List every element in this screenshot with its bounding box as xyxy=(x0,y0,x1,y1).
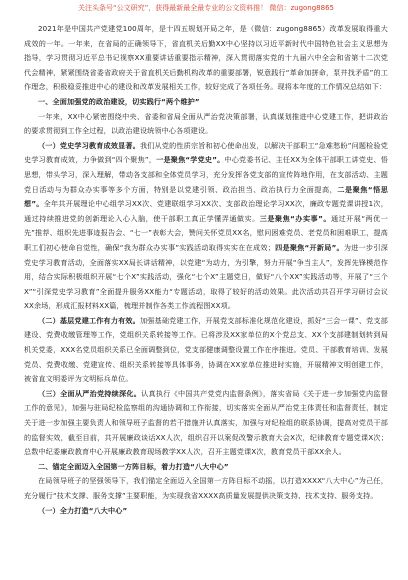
discipline-paragraph xyxy=(24,387,388,460)
grassroots-paragraph xyxy=(24,314,388,387)
subsection-heading-4: （一）全力打造“八大中心” xyxy=(38,505,128,515)
paragraph-text: 我们从党的性质宗旨和初心使命出发，以解决干部职工“急难愁盼”问题检验党史学习教育成效，力争做到“四个聚焦”， xyxy=(24,140,388,165)
paragraph-text: 认真执行《中国共产党党内监督条例》，落实省局《关于进一步加强党内监督工作的意见》，加强与驻局纪检监察组的沟通协调和工作衔接，切实落实全面从严治党主体责任和监督责任，制定关于进一步加强主要负责人和领导班子监督的若干措施并认真落实，加强与对纪检组的联系协调，提高对党员干部的监督实效，截至目前，共开展廉政谈话XX人次，组织召开以案促改警示教育大会X次，纪律教育专题党课X次；总数中纪委廉政教育中心开展廉政教育现场教学XX人次，召开主题党课X次，教育党员干部XX余人。 xyxy=(24,388,388,457)
section-1-paragraph: 一年来，XX中心紧密围绕中央、省委和省局全面从严治党决策部署，认真谋划推进中心党建工作，把讲政治的要求贯彻到工作全过程，以政治建设统领中心各项建设。 xyxy=(24,111,388,136)
paragraph-text: 加强基础党建工作，开展党支部标准化规范化建设，抓好“三会一课”、党支部建设、党费收缴管理等工作，党组织关系转接等工作。已将涉及XX家单位的X个党总支、XX个支部建制划转到局机关党委，XXX名党员组织关系已全面调整到位，党支部健康调整设置工作在序推进。党员、干部教育培训、发展党员、党费收缴、党建宣传、组织关系转接等具体事务，协调在XX家单位推进时实施，开展精神文明创建工作，被省直文明委评为文明标兵单位。 xyxy=(24,315,388,384)
subsection-heading-2: （二）基层党建工作有力有效。 xyxy=(38,315,140,325)
point-heading: 四是聚焦“开新局”。 xyxy=(274,242,344,252)
paragraph-text: 中心党委书记、主任XX为全体干部职工讲党史、悟思想，带头学习，深入理解，带动各支部和全体党员学习，充分发挥各党支部的宣传阵地作用，在支部活动、主题党日活动与为群众办实事等多个方面，特别是以党建引领、政治担当、政治执行力全面提高， xyxy=(24,155,389,194)
intro-paragraph: 2021年是中国共产党建党100周年，是十四五规划开局之年，是（微信：zugong8865）改革发展取得重大成效的一年。一年来，在省局的正确领导下，省直机关后勤XX中心坚持以习近平新时代中国特色社会主义思想为指导，学习贯彻习近平总书记视察XX重要讲话重要指示精神，深入贯彻落实党的十九届六中全会和省第十二次党代会精神，紧紧围绕省委省政府关于省直机关后勤机构改革的重要部署，锐意践行“革命加拼命，泵井找矛盾”的工作理念，积极稳妥推进中心的建设和改革发展相关工作，较好完成了各项任务。现将本年度的工作情况总结如下： xyxy=(24,24,388,92)
banner-text: 关注头条号“公文研究”，获得最新最全最专业的公文资料推！ 微信：zugong8865 xyxy=(77,4,334,12)
document-body xyxy=(24,22,388,518)
section-2-paragraph: 在局领导班子的坚强领导下，我们锚定全面迈入全国第一方阵目标不动摇，以打造XXXX“八大中心”为己任，充分履行“技术支撑、服务支撑”主要职能，为实现我省XXXX高质量发展提供决策支持、技术支持、服务支持。 xyxy=(24,476,388,500)
point-heading: 二是聚焦“悟思想”。 xyxy=(24,184,388,209)
top-banner xyxy=(24,0,388,20)
section-heading-1: 一、全面加强党的政治建设，切实践行“两个维护” xyxy=(38,96,200,106)
subsection-heading-3: （三）全面从严治党持续深化。 xyxy=(38,388,142,398)
subsection-heading-1: （一）党史学习教育成效显著。 xyxy=(38,140,140,150)
paragraph-text: 为进一步引深党史学习教育活动，全面落实XX局长讲话精神，以党建“为动力，为引擎，努力开展“争当主人”，发挥先锋模范作用，结合实际积极组织开展“七个X”实践活动，强化“七个X”主题党日，做好“八个XX”实践活动等，开展了“三个X”“引深党史学习教育”全面提升服务XX能力“专题活动，取得了较好的活动效果。此次活动共召开学习研讨会议XX余场，形成汇报材料XX篇，梳理并制作各类工作流程图XX项。 xyxy=(24,242,388,311)
party-history-paragraph xyxy=(24,139,388,314)
paragraph-text: 全年共开展理论中心组学习XX次、党建联组学习XX次、支部政治理论学习XX次，廉政专题党课讲授1次，通过持续推进党的创新理论入心入脑，使干部职工真正学懂弄通做实。 xyxy=(24,199,388,223)
paragraph-text: 通过开展“两优一先”推荐、组织先进事迹报告会、“七一”表彰大会，赞问关怀党员XX名，慰问困难党员、老党员和困难职工，提高职工们初心使命自觉性，确保“我为群众办实事”实践活动取得实实在在成效； xyxy=(24,213,388,252)
point-heading: 三是聚焦“办实事”。 xyxy=(259,213,331,223)
point-heading: 一是聚焦“学党史”。 xyxy=(156,155,225,165)
section-heading-2: 二、锚定全面迈入全国第一方阵目标，着力打造“八大中心” xyxy=(38,461,229,471)
